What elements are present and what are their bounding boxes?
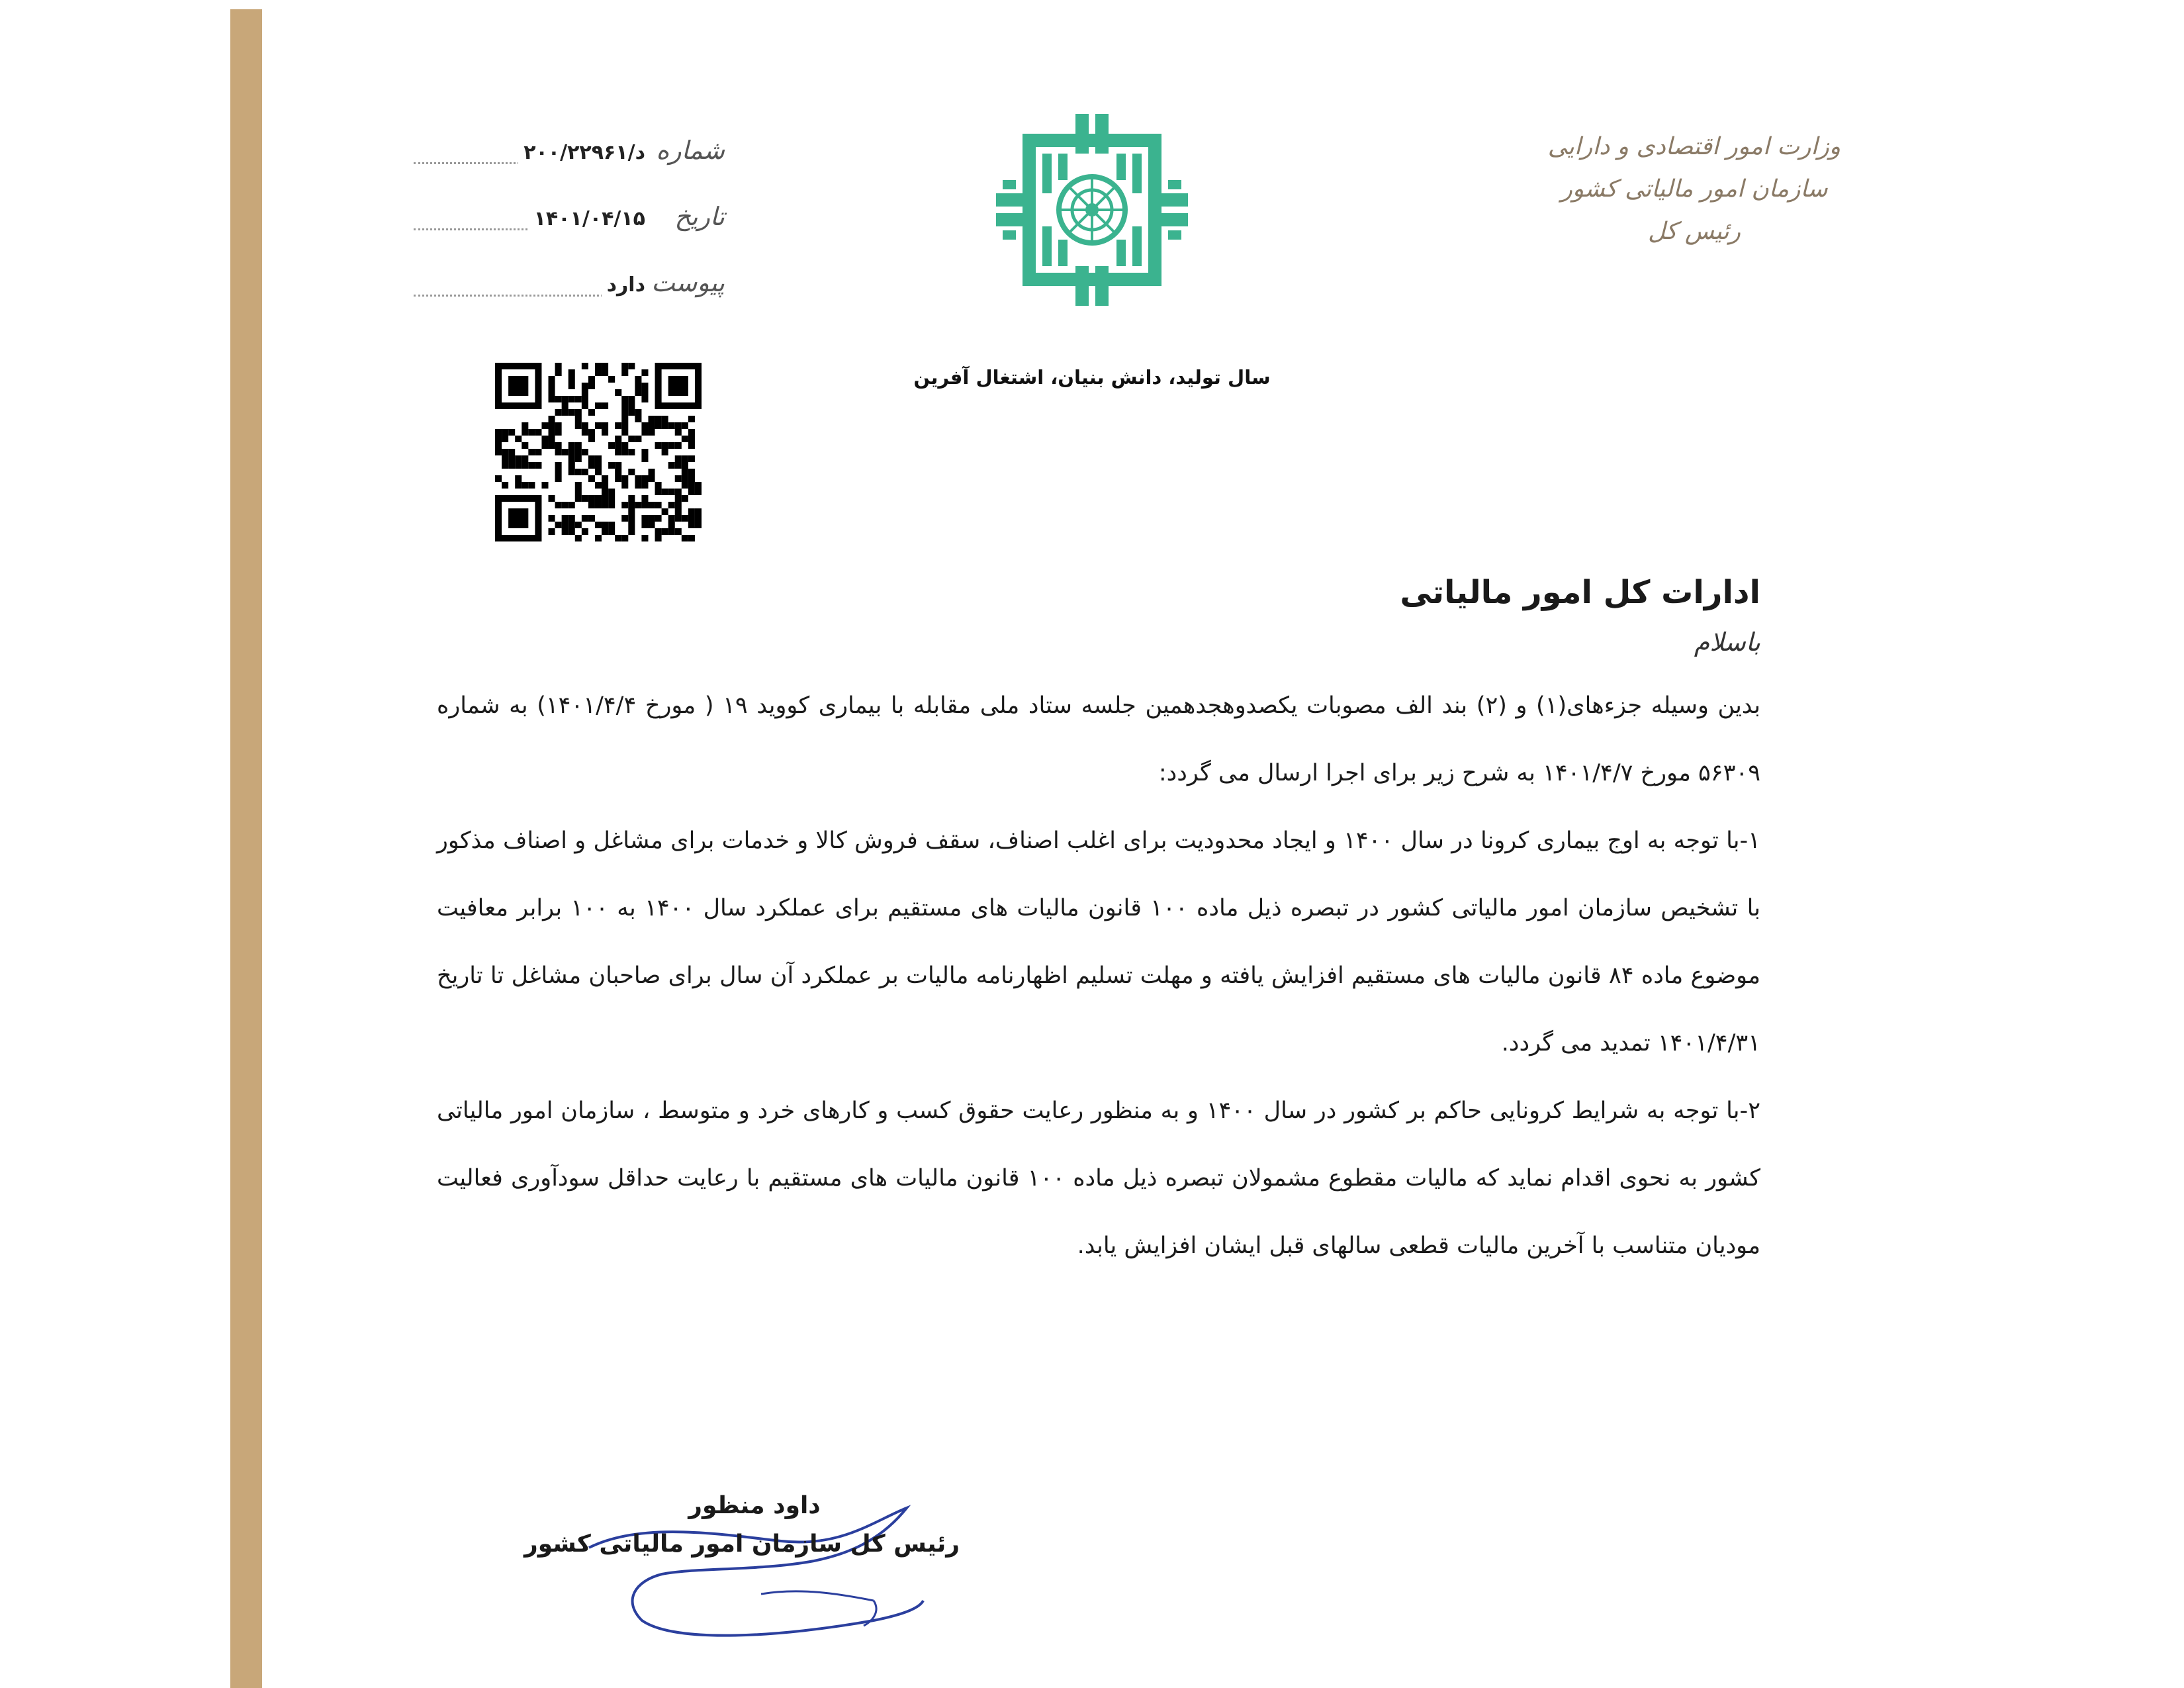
qr-code-icon[interactable]: [495, 363, 702, 541]
attachment-row: [414, 268, 725, 334]
paragraph-intro: بدین وسیله جزءهای(۱) و (۲) بند الف مصوبات یکصدوهجدهمین جلسه ستاد ملی مقابله با بیماری کووید ۱۹ ( مورخ ۱۴۰۱/۴/۴) به شماره ۵۶۳۰۹ مورخ ۱۴۰۱/۴/۷ به شرح زیر برای اجرا ارسال می گردد:: [437, 692, 1760, 786]
signature-block: [523, 1486, 960, 1563]
attachment-value: دارد: [602, 273, 651, 297]
attachment-label: پیوست: [651, 268, 725, 297]
greeting: باسلام: [1694, 628, 1760, 657]
letter-body: [437, 566, 1760, 1280]
ministry-header: [1522, 126, 1866, 253]
letter-date: ۱۴۰۱/۰۴/۱۵: [529, 207, 651, 230]
date-row: [414, 202, 725, 268]
recipient-heading: ادارات کل امور مالیاتی: [1400, 574, 1760, 611]
number-row: [414, 136, 725, 202]
organization-line: سازمان امور مالیاتی کشور: [1561, 175, 1828, 203]
ministry-line: وزارت امور اقتصادی و دارایی: [1547, 133, 1841, 160]
tax-organization-emblem-icon: [996, 114, 1188, 306]
signer-name: داود منظور: [688, 1492, 821, 1519]
paragraph-item-2: ۲-با توجه به شرایط کرونایی حاکم بر کشور در سال ۱۴۰۰ و به منظور رعایت حقوق کسب و کارهای خرد و متوسط ، سازمان امور مالیاتی کشور به نحوی اقدام نماید که مالیات مقطوع مشمولان تبصره ذیل ماده ۱۰۰ قانون مالیات های مستقیم با رعایت حداقل سودآوری فعالیت مودیان متناسب با آخرین مالیات قطعی سالهای قبل ایشان افزایش یابد.: [437, 1098, 1760, 1259]
letter-meta: [414, 136, 725, 334]
number-label: شماره: [656, 136, 725, 165]
date-label: تاریخ: [674, 202, 725, 231]
signer-title: رئیس کل سازمان امور مالیاتی کشور: [523, 1530, 960, 1558]
page-edge-bar: [230, 9, 262, 1688]
letter-number: د/۲۰۰/۲۲۹۶۱: [518, 141, 651, 164]
chief-line: رئیس کل: [1647, 218, 1741, 245]
year-slogan: سال تولید، دانش بنیان، اشتغال آفرین: [913, 366, 1271, 389]
paragraph-item-1: ۱-با توجه به اوج بیماری کرونا در سال ۱۴۰۰ و ایجاد محدودیت برای اغلب اصناف، سقف فروش کالا و خدمات برای مشاغل و اصناف مذکور با تشخیص سازمان امور مالیاتی کشور در تبصره ذیل ماده ۱۰۰ قانون مالیات های مستقیم برای عملکرد سال ۱۴۰۰ به ۱۰۰ برابر معافیت موضوع ماده ۸۴ قانون مالیات های مستقیم افزایش یافته و مهلت تسلیم اظهارنامه مالیات بر عملکرد آن سال برای صاحبان مشاغل تا تاریخ ۱۴۰۱/۴/۳۱ تمدید می گردد.: [437, 827, 1760, 1056]
